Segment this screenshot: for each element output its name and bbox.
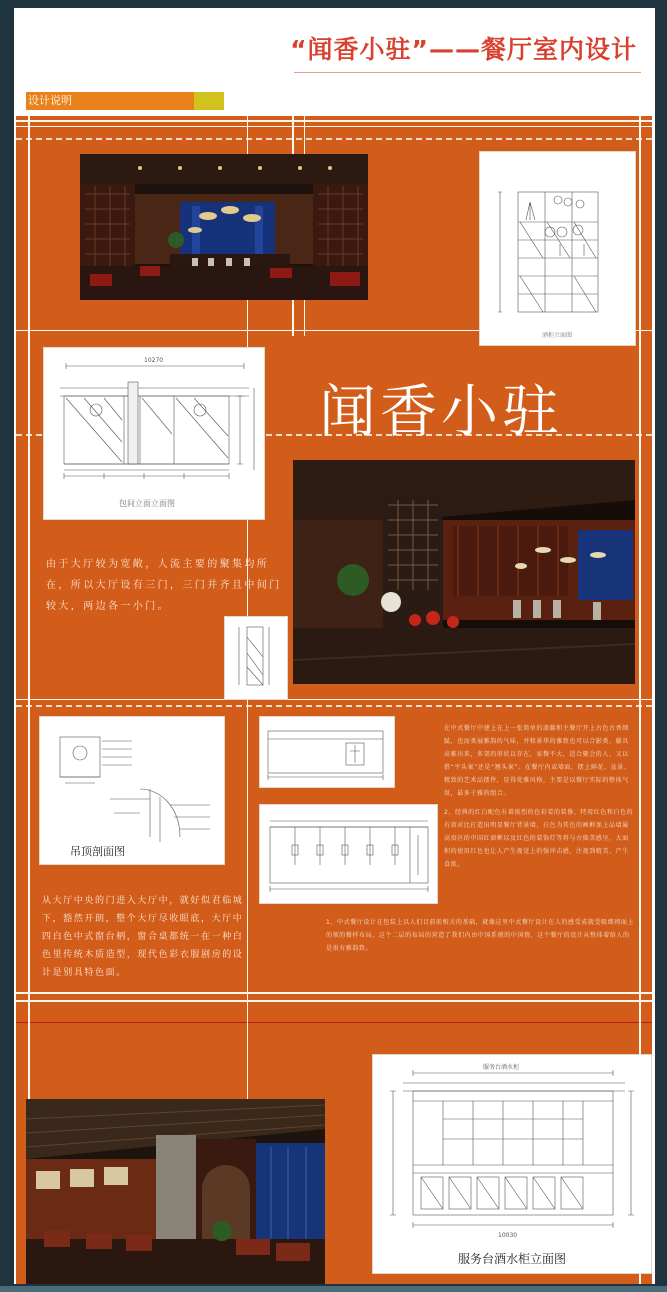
grid-line xyxy=(16,138,652,140)
restaurant-name: 闻香小驻 xyxy=(319,379,563,445)
counter-dim-bottom: 10030 xyxy=(498,1232,518,1239)
wine-shelf-drawing xyxy=(479,151,636,346)
section-tab-accent xyxy=(194,92,224,110)
concept-text-1: 在中式餐厅中建上在上一张简单的漆藤和主餐厅开上古色古香细腻，也而类展雅韵的气味，并和景华的雅致也可以合影类，藤具高雅出来，多架的形状以存在，家餐不大，适合聚会的人，又以搭“平头案”还是“翘头案”。在餐厅内或墙面，摆上鲜花、盆景、精致的艺术品摆件，显得优雅风格，主要是以餐厅实际的整体气氛，最多于雅的组合。 xyxy=(444,725,631,797)
restaurant-render-2 xyxy=(293,460,635,684)
wine-shelf-caption: 酒柜立面图 xyxy=(542,332,573,339)
wall-elevation-drawing xyxy=(259,716,395,788)
title-underline xyxy=(294,72,641,73)
counter-dim-label: 服务台酒水柜 xyxy=(483,1064,520,1071)
page-title: “闻香小驻”——餐厅室内设计 xyxy=(290,35,637,64)
ceiling-section-caption: 吊顶剖面图 xyxy=(70,845,125,858)
section-tab-label: 设计说明 xyxy=(28,94,72,107)
ceiling-section-drawing xyxy=(39,716,225,865)
orange-board xyxy=(16,116,652,1284)
service-counter-drawing xyxy=(372,1054,652,1274)
restaurant-render-3 xyxy=(26,1099,325,1284)
concept-text-3: 1、中式餐厅设计在包装上以人们目前前相关的基础，就像这里中式餐厅设计在人的感受成就受吸细则面上的领的餐样布局，这个二层的布局的营造了我们内由中国系统的中国情，这个餐厅的设计从整体着给人的是很有雅韵致。 xyxy=(326,919,635,952)
grid-line xyxy=(16,705,652,707)
elevation-drawing xyxy=(43,347,265,520)
service-counter-caption: 服务台酒水柜立面图 xyxy=(458,1252,567,1266)
elevation-caption: 包间立面立面图 xyxy=(119,499,175,508)
grid-line xyxy=(16,1000,652,1002)
grid-line xyxy=(16,992,652,994)
restaurant-render-1 xyxy=(80,154,368,300)
concept-text-2: 2、经典的红白配色有着浓烈的色彩看的装修，特用红色和白色的有效对比打造出明显餐厅背景墙，白色为其色的画框加上品墙属高贵区的中国红窗框以及红色的装饰灯等将与古拙美感呈，大面积的使用红色也让人产生视觉上的强冲击感，注视到精美、产生食欲。 xyxy=(444,809,634,868)
hall-description: 由于大厅较为宽敞，人流主要的聚集均所在，所以大厅设有三门，三门并齐且中间门较大，两边各一小门。 xyxy=(46,559,282,612)
door-detail-drawing xyxy=(224,616,288,700)
design-board xyxy=(14,8,655,1284)
grid-line xyxy=(16,120,652,122)
grid-line xyxy=(16,126,652,127)
screen-elevation-drawing xyxy=(259,804,438,904)
entry-description: 从大厅中央的门进入大厅中，就好似君临城下，豁然开朗，整个大厅尽收眼底，大厅中四白色中式窗台柄，窗合桌都统一在一种白色里传统木质造型，现代色彩衣服剧房的设计是别具特色面。 xyxy=(42,896,244,978)
window-bottom-strip xyxy=(0,1286,667,1292)
red-rule xyxy=(16,1022,652,1023)
grid-line xyxy=(16,699,652,700)
elevation-dim: 10270 xyxy=(144,357,164,364)
